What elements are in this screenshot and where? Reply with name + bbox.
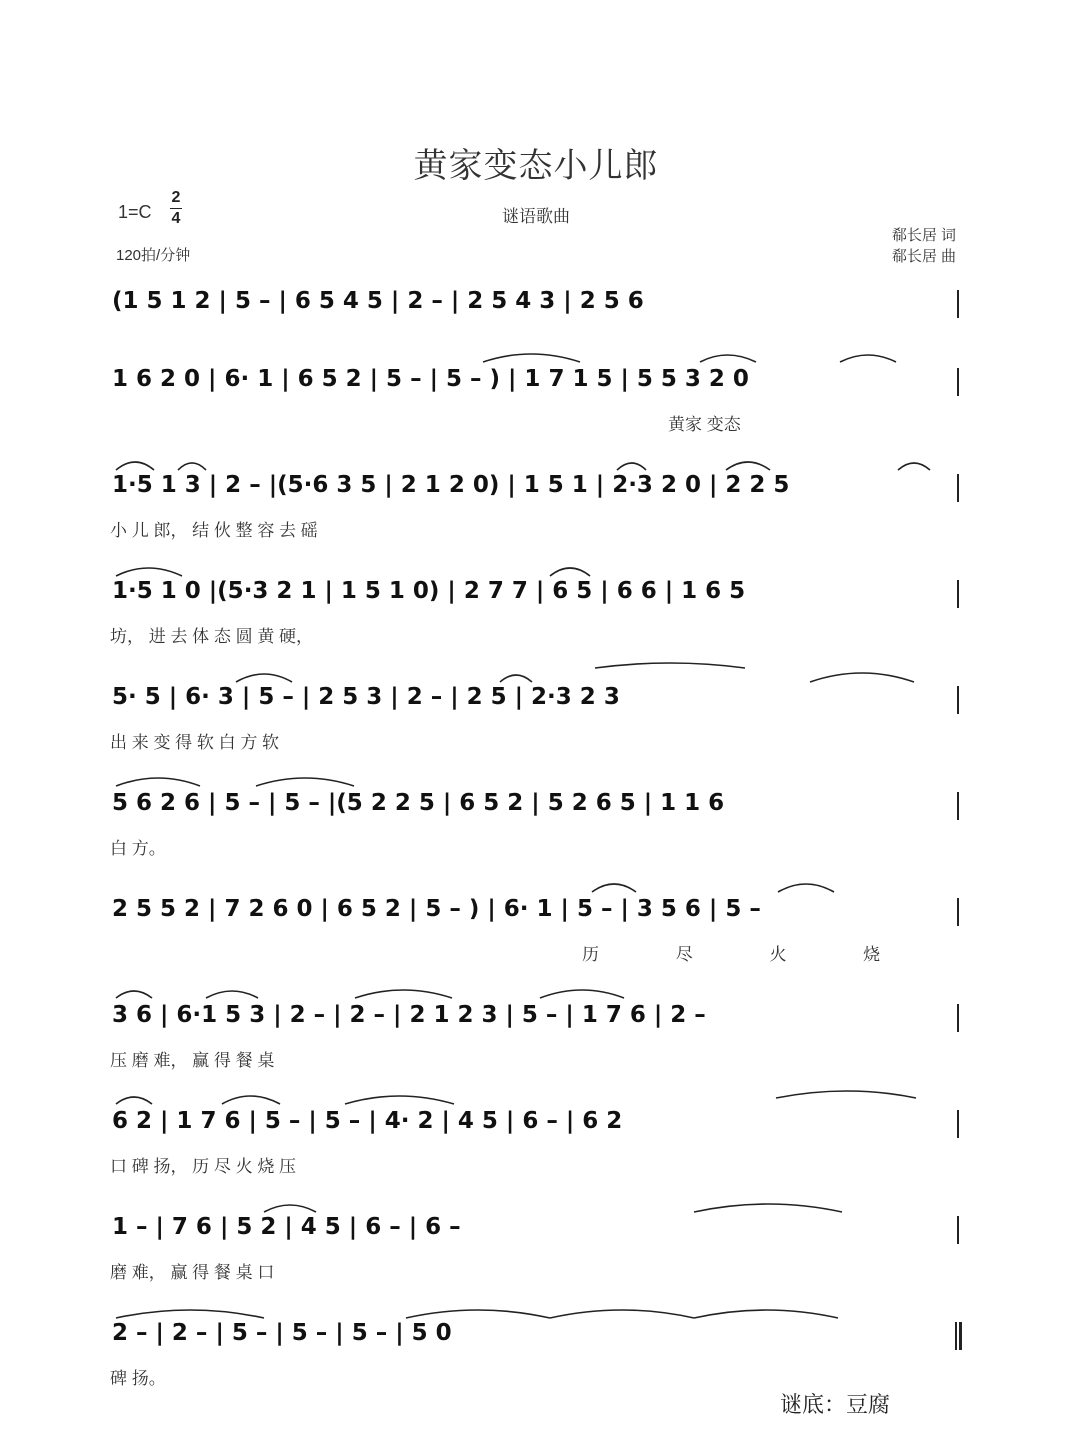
notation-row: 1 – | 7 6 | 5 2 | 4 5 | 6 – | 6 – <box>112 1214 461 1240</box>
lyric-row: 坊， 进 去 体 态 圆 黄 硬， <box>110 627 314 646</box>
notation-row: 2 5 5 2 | 7 2 6 0 | 6 5 2 | 5 – ) | 6· 1 | 5 – | 3 5 6 | 5 – <box>112 896 761 922</box>
tempo-marking: 120拍/分钟 <box>116 247 191 264</box>
lyricist-credit: 郗长居 词 <box>891 227 956 244</box>
key-signature: 1=C <box>118 202 152 222</box>
notation-row: 6 2 | 1 7 6 | 5 – | 5 – | 4· 2 | 4 5 | 6 – | 6 2 <box>112 1108 623 1134</box>
song-subtitle: 谜语歌曲 <box>502 207 570 226</box>
score-line-3 <box>0 472 1072 540</box>
score-line-11 <box>0 1320 1072 1388</box>
final-barline <box>955 1322 957 1350</box>
time-signature <box>170 189 182 228</box>
lyric-row: 压 磨 难， 赢 得 餐 桌 <box>110 1051 275 1070</box>
lyric-row: 历 尽 火 烧 <box>582 945 881 964</box>
final-barline-thick <box>959 1322 962 1350</box>
notation-row: 1·5 1 0 |(5·3 2 1 | 1 5 1 0) | 2 7 7 | 6 5 | 6 6 | 1 6 5 <box>112 578 746 604</box>
composer-credit: 郗长居 曲 <box>891 248 956 265</box>
lyric-row: 磨 难， 赢 得 餐 桌 口 <box>110 1263 275 1282</box>
notation-row: 3 6 | 6·1 5 3 | 2 – | 2 – | 2 1 2 3 | 5 – | 1 7 6 | 2 – <box>112 1002 706 1028</box>
lyric-row: 小 儿 郎， 结 伙 整 容 去 磘 <box>110 521 318 540</box>
notation-row: 5 6 2 6 | 5 – | 5 – |(5 2 2 5 | 6 5 2 | 5 2 6 5 | 1 1 6 <box>112 790 725 816</box>
score-line-4 <box>0 578 1072 646</box>
lyric-row: 出 来 变 得 软 白 方 软 <box>110 733 280 752</box>
score-line-2 <box>0 366 1072 434</box>
notation-row: 5· 5 | 6· 3 | 5 – | 2 5 3 | 2 – | 2 5 | 2·3 2 3 <box>112 684 620 710</box>
notation-row: 2 – | 2 – | 5 – | 5 – | 5 – | 5 0 <box>112 1320 452 1346</box>
notation-row: 1 6 2 0 | 6· 1 | 6 5 2 | 5 – | 5 – ) | 1 7 1 5 | 5 5 3 2 0 <box>112 366 749 392</box>
song-title: 黄家变态小儿郎 <box>413 147 659 185</box>
score-line-1 <box>0 288 1072 348</box>
score-line-8 <box>0 1002 1072 1070</box>
riddle-answer: 谜底：豆腐 <box>780 1392 891 1417</box>
time-signature-top: 2 <box>171 189 181 206</box>
score-line-9 <box>0 1108 1072 1176</box>
notation-row: (1 5 1 2 | 5 – | 6 5 4 5 | 2 – | 2 5 4 3 | 2 5 6 <box>112 288 644 314</box>
lyric-row: 白 方。 <box>110 839 166 858</box>
notation-row: 1·5 1 3 | 2 – |(5·6 3 5 | 2 1 2 0) | 1 5 1 | 2·3 2 0 | 2 2 5 <box>112 472 790 498</box>
lyric-row: 口 碑 扬， 历 尽 火 烧 压 <box>110 1157 297 1176</box>
score-line-7 <box>0 896 1072 964</box>
score-line-10 <box>0 1214 1072 1282</box>
lyric-row: 黄家 变态 <box>668 415 741 434</box>
score-line-6 <box>0 790 1072 858</box>
lyric-row: 碑 扬。 <box>110 1369 166 1388</box>
time-signature-bottom: 4 <box>171 210 181 227</box>
score-line-5 <box>0 684 1072 752</box>
